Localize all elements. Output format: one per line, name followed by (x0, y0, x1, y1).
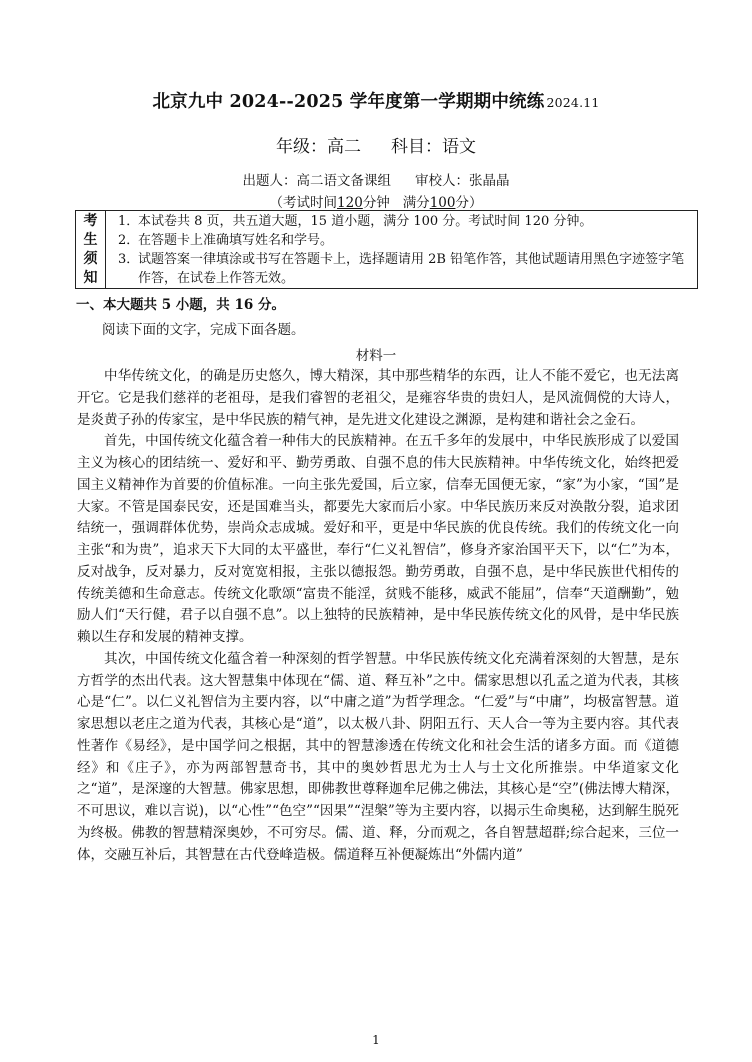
grade-label: 年级：高二 (276, 137, 361, 157)
notice-label-char: 生 (83, 232, 98, 248)
notice-label-char: 考 (83, 213, 98, 229)
notice-item-text: 在答题卡上准确填写姓名和学号。 (138, 233, 334, 248)
notice-items (118, 212, 692, 288)
paragraph: 其次，中国传统文化蕴含着一种深刻的哲学智慧。中华民族传统文化充满着深刻的大智慧，是东方哲学的杰出代表。这大智慧集中体现在“儒、道、释互补”之中。儒家思想以孔孟之道为代表，其核心是“仁”。以仁义礼智信为主要内容，以“中庸之道”为哲学理念。“仁爱”与“中庸”，均极富智慧。道家思想以老庄之道为代表，其核心是“道”，以太极八卦、阴阳五行、天人合一等为主要内容。其代表性著作《易经》，是中国学问之根据，其中的智慧渗透在传统文化和社会生活的诸多方面。而《道德经》和《庄子》，亦为两部智慧奇书，其中的奥妙哲思尤为士人与士文化所推崇。中华道家文化之“道”，是深邃的大智慧。佛家思想，即佛教世尊释迦牟尼佛之佛法，其核心是“空”(佛法博大精深，不可思议，难以言说)，以“心性”“色空”“因果”“涅槃”等为主要内容，以揭示生命奥秘，达到解生脱死为终极。佛教的智慧精深奥妙，不可穷尽。儒、道、释，分而观之，各自智慧超群;综合起来，三位一体，交融互补后，其智慧在古代登峰造极。儒道释互补便凝炼出“外儒内道” (77, 650, 679, 863)
material-title: 材料一 (355, 348, 397, 364)
author-label: 出题人：高二语文备课组 (242, 173, 391, 189)
grade-subject-line (0, 132, 752, 157)
notice-item-text: 本试卷共 8 页，共五道大题，15 道小题，满分 100 分。考试时间 120 分钟。 (138, 214, 593, 229)
exam-time-prefix: （考试时间 (269, 195, 338, 211)
material-body (77, 366, 679, 866)
exam-notice-box (75, 210, 698, 289)
author-line (0, 169, 752, 189)
title-text: 北京九中 2024--2025 学年度第一学期期中统练 (152, 92, 545, 112)
paragraph: 中华传统文化，的确是历史悠久，博大精深，其中那些精华的东西，让人不能不爱它，也无法离开它。它是我们慈祥的老祖母，是我们睿智的老祖父，是雍容华贵的贵妇人，是风流倜傥的大诗人，是炎黄子孙的传家宝，是中华民族的精气神，是先进文化建设之渊源，是构建和谐社会之金石。 (77, 368, 679, 428)
exam-title (0, 88, 752, 113)
notice-item (118, 231, 692, 250)
notice-item-text: 试题答案一律填涂或书写在答题卡上，选择题请用 2B 铅笔作答，其他试题请用黑色字迹签字笔作答，在试卷上作答无效。 (138, 252, 685, 286)
full-score-prefix: 满分 (402, 195, 430, 211)
section-heading: 一、本大题共 5 小题，共 16 分。 (76, 297, 285, 313)
notice-label-char: 须 (83, 251, 98, 267)
exam-time-value: 120 (337, 195, 363, 211)
notice-label (76, 211, 106, 288)
notice-item (118, 212, 692, 231)
subject-label: 科目：语文 (391, 137, 476, 157)
exam-time-line (0, 191, 752, 211)
notice-label-char: 知 (83, 270, 98, 286)
notice-item (118, 250, 692, 288)
paragraph: 首先，中国传统文化蕴含着一种伟大的民族精神。在五千多年的发展中，中华民族形成了以爱国主义为核心的团结统一、爱好和平、勤劳勇敢、自强不息的伟大民族精神。中华传统文化，始终把爱国主义精神作为首要的价值标准。一向主张先爱国，后立家，信奉无国便无家，“家”为小家，“国”是大家。不管是国泰民安，还是国难当头，都要先大家而后小家。中华民族历来反对涣散分裂，追求团结统一，强调群体优势，崇尚众志成城。爱好和平，更是中华民族的优良传统。我们的传统文化一向主张“和为贵”，追求天下大同的太平盛世，奉行“仁义礼智信”，修身齐家治国平天下，以“仁”为本，反对战争，反对暴力，反对宽宽相报，主张以德报怨。勤劳勇敢，自强不息，是中华民族世代相传的传统美德和生命意志。传统文化歌颂“富贵不能淫，贫贱不能移，威武不能屈”，信奉“天道酬勤”，勉励人们“天行健，君子以自强不息”。以上独特的民族精神，是中华民族传统文化的风骨，是中华民族赖以生存和发展的精神支撑。 (77, 433, 679, 645)
notice-item-number: 2． (118, 233, 140, 248)
full-score-value: 100 (429, 195, 456, 211)
page-number: 1 (372, 1033, 380, 1047)
reviewer-label: 审校人：张晶晶 (415, 173, 510, 189)
reading-instruction: 阅读下面的文字，完成下面各题。 (102, 322, 305, 338)
notice-item-number: 1． (118, 214, 140, 229)
exam-date: 2024.11 (546, 95, 600, 110)
notice-item-number: 3． (118, 252, 140, 267)
exam-time-unit: 分钟 (362, 195, 390, 211)
full-score-suffix: 分） (455, 195, 483, 211)
